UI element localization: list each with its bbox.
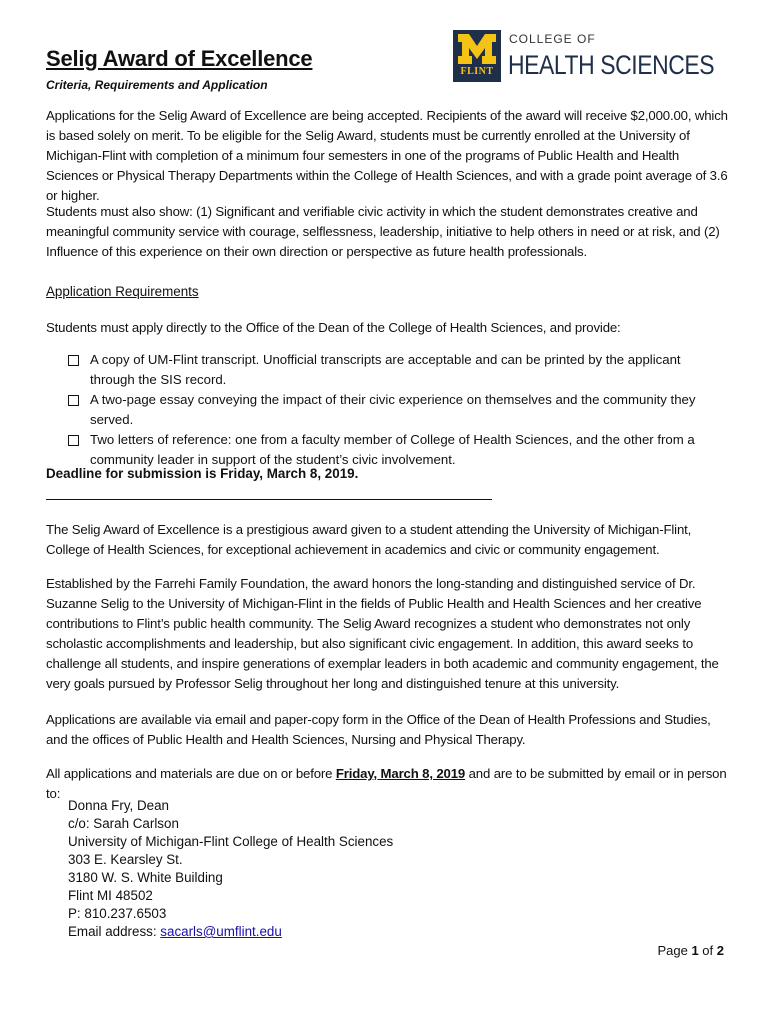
page-current: 1 [691,943,699,958]
address-line: P: 810.237.6503 [68,906,167,921]
email-line [68,923,393,941]
block-m-icon [457,33,497,65]
checkbox-icon [68,355,79,366]
apply-directly-paragraph: Students must apply directly to the Office of the Dean of the College of Health Sciences, and provide: [46,320,621,335]
checklist-item-text: Two letters of reference: one from a faculty member of College of Health Sciences, and the other from a community leader in support of the student’s civic involvement. [90,432,695,467]
due-text-post: and are to be submitted by email or in person to: [46,766,727,801]
checklist-item-text: A two-page essay conveying the impact of their civic experience on themselves and the community they served. [90,392,696,427]
requirements-checklist [68,350,728,470]
mailing-address [68,797,393,941]
established-paragraph: Established by the Farrehi Family Foundation, the award honors the long-standing and distinguished service of Dr. Suzanne Selig to the University of Michigan-Flint in the fields of Public Health and Health Sciences and her creative contributions to Flint’s public health community. The Selig Award recognizes a student who demonstrates not only scholastic accomplishments and leadership, but also significant civic engagement. In addition, this award seeks to challenge all students, and inspire generations of exemplar leaders in both academic and community engagement, the very goals pursued by Professor Selig throughout her long and distinguished tenure at this university. [46,576,719,691]
page-total: 2 [716,943,724,958]
checkbox-icon [68,435,79,446]
available-paragraph: Applications are available via email and paper-copy form in the Office of the Dean of Health Professions and Studies, and the offices of Public Health and Health Sciences, Nursing and Physical Therapy. [46,712,711,747]
due-text-pre: All applications and materials are due on or before [46,766,336,781]
checklist-item [68,350,728,390]
checkbox-icon [68,395,79,406]
page-subtitle: Criteria, Requirements and Application [46,78,268,92]
logo-college-of: COLLEGE OF [509,32,596,46]
deadline-notice: Deadline for submission is Friday, March 8, 2019. [46,466,359,481]
checklist-item [68,430,728,470]
due-date: Friday, March 8, 2019 [335,766,466,781]
page-label: Page [657,943,692,958]
requirements-heading: Application Requirements [46,284,199,299]
prestigious-paragraph: The Selig Award of Excellence is a prestigious award given to a student attending the University of Michigan-Flint, College of Health Sciences, for exceptional achievement in academics and civic or community engagement. [46,522,692,557]
email-label: Email address: [68,924,161,939]
checklist-item-text: A copy of UM-Flint transcript. Unofficial transcripts are acceptable and can be printed by the applicant through the SIS record. [90,352,681,387]
page-number [657,943,724,958]
email-link[interactable]: sacarls@umflint.edu [160,924,282,939]
college-logo [453,30,713,86]
address-line: Donna Fry, Dean [68,798,169,813]
logo-health-sciences: HEALTH SCIENCES [508,50,715,80]
address-line: 3180 W. S. White Building [68,870,223,885]
page-of: of [698,943,717,958]
intro-paragraph: Applications for the Selig Award of Excellence are being accepted. Recipients of the award will receive $2,000.00, which is based solely on merit. To be eligible for the Selig Award, students must be currently enrolled at the University of Michigan-Flint with completion of a minimum four semesters in one of the programs of Public Health and Health Sciences or Physical Therapy Departments within the College of Health Sciences, and with a grade point average of 3.6 or higher. [46,108,728,203]
horizontal-rule [46,499,492,500]
logo-flint-text: FLINT [460,66,494,77]
address-line: Flint MI 48502 [68,888,153,903]
address-line: c/o: Sarah Carlson [68,816,179,831]
checklist-item [68,390,728,430]
block-m-logo [453,30,501,82]
page-title: Selig Award of Excellence [46,46,313,71]
address-line: University of Michigan-Flint College of Health Sciences [68,834,394,849]
address-line: 303 E. Kearsley St. [68,852,183,867]
also-show-paragraph: Students must also show: (1) Significant and verifiable civic activity in which the student demonstrates creative and meaningful community service with courage, selflessness, leadership, initiative to help others in need or at risk, and (2) Influence of this experience on their own direction or perspective as future health professionals. [46,204,720,259]
